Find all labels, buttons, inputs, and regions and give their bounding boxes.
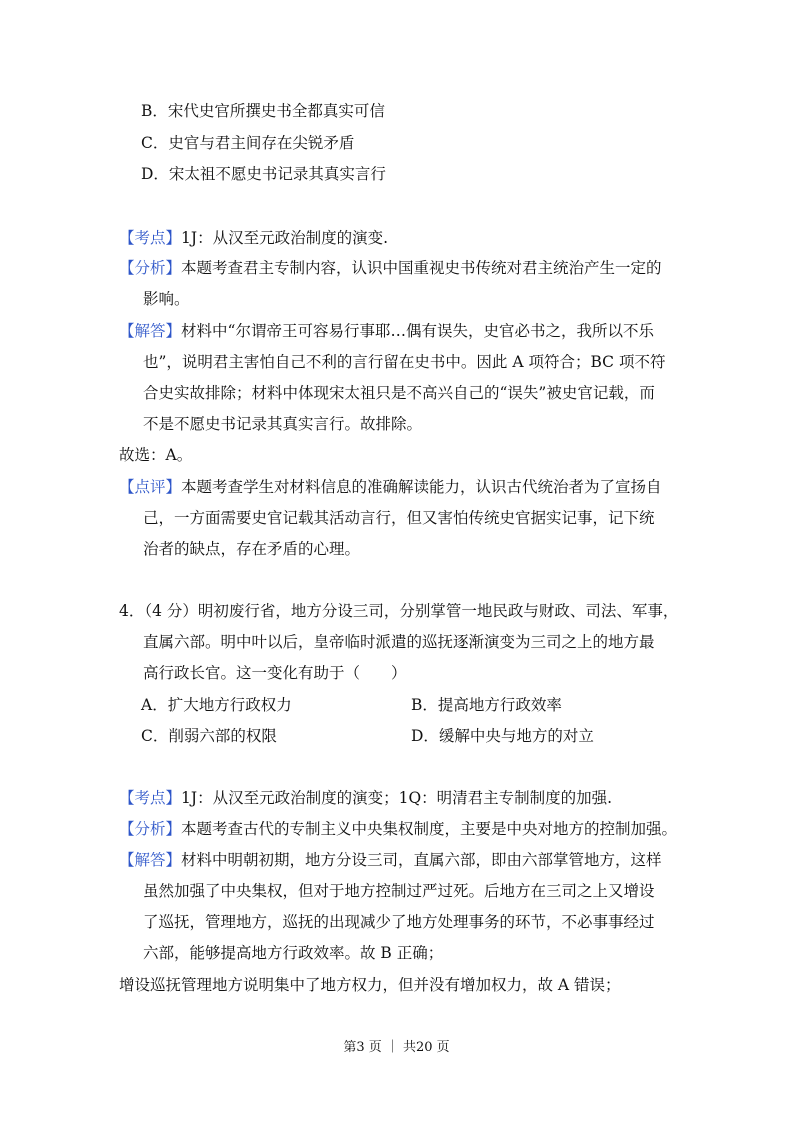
q4-stem-line-2: 直属六部。明中叶以后，皇帝临时派遣的巡抚逐渐演变为三司之上的地方最	[143, 633, 655, 651]
q3-jieda	[119, 321, 654, 341]
q4-fenxi-tag: 【分析】	[119, 820, 182, 838]
q4-option-a: A．扩大地方行政权力	[141, 696, 292, 714]
q4-jieda	[119, 850, 662, 870]
q3-kaodian	[119, 228, 388, 248]
q3-fenxi-tag: 【分析】	[119, 259, 182, 277]
q3-dianping-line-2: 己，一方面需要史官记载其活动言行，但又害怕传统史官据实记事，记下统	[143, 509, 655, 527]
q3-answer: 故选：A。	[119, 446, 193, 464]
q4-jieda-line-1: 材料中明朝初期，地方分设三司，直属六部，即由六部掌管地方，这样	[181, 851, 662, 869]
q4-option-c: C．削弱六部的权限	[141, 727, 277, 745]
q3-option-d: D．宋太祖不愿史书记录其真实言行	[141, 165, 386, 183]
q4-extra-line: 增设巡抚管理地方说明集中了地方权力，但并没有增加权力，故 A 错误；	[119, 976, 621, 994]
q3-option-c: C．史官与君主间存在尖锐矛盾	[141, 134, 355, 152]
q3-jieda-line-1: 材料中“尔谓帝王可容易行事耶…偶有误失，史官必书之，我所以不乐	[181, 322, 654, 340]
q4-fenxi-text: 本题考查古代的专制主义中央集权制度，主要是中央对地方的控制加强。	[181, 820, 678, 838]
q3-fenxi-line-2: 影响。	[143, 290, 190, 308]
q4-kaodian-text: 1J：从汉至元政治制度的演变；1Q：明清君主专制制度的加强.	[181, 789, 613, 807]
page-footer: 第3 页 ｜ 共20 页	[343, 1040, 450, 1055]
q3-kaodian-text: 1J：从汉至元政治制度的演变.	[181, 229, 389, 247]
q4-jieda-tag: 【解答】	[119, 851, 182, 869]
q4-jieda-line-2: 虽然加强了中央集权，但对于地方控制过严过死。后地方在三司之上又增设	[143, 882, 655, 900]
q3-option-b: B．宋代史官所撰史书全都真实可信	[141, 102, 385, 120]
q4-kaodian	[119, 788, 612, 808]
q3-dianping-line-3: 治者的缺点，存在矛盾的心理。	[143, 540, 361, 558]
q3-jieda-tag: 【解答】	[119, 322, 182, 340]
q4-stem-line-1: 4．（4 分）明初废行省，地方分设三司，分别掌管一地民政与财政、司法、军事，	[119, 602, 679, 620]
q3-dianping-line-1: 本题考查学生对材料信息的准确解读能力，认识古代统治者为了宣扬自	[181, 478, 662, 496]
q4-kaodian-tag: 【考点】	[119, 789, 182, 807]
q4-jieda-line-3: 了巡抚，管理地方，巡抚的出现减少了地方处理事务的环节，不必事事经过	[143, 913, 655, 931]
q3-jieda-line-3: 合史实故排除；材料中体现宋太祖只是不高兴自己的“误失”被史官记载，而	[143, 384, 655, 402]
q3-dianping	[119, 477, 662, 497]
q3-kaodian-tag: 【考点】	[119, 229, 182, 247]
q4-option-b: B．提高地方行政效率	[411, 696, 562, 714]
q4-option-d: D．缓解中央与地方的对立	[411, 727, 594, 745]
q4-stem-line-3: 高行政长官。这一变化有助于（ ）	[143, 664, 407, 682]
q3-fenxi	[119, 258, 662, 278]
q3-jieda-line-4: 不是不愿史书记录其真实言行。故排除。	[143, 415, 423, 433]
q3-dianping-tag: 【点评】	[119, 478, 182, 496]
q3-fenxi-line-1: 本题考查君主专制内容，认识中国重视史书传统对君主统治产生一定的	[181, 259, 662, 277]
q3-jieda-line-2: 也”，说明君主害怕自己不利的言行留在史书中。因此 A 项符合；BC 项不符	[143, 353, 666, 371]
q4-fenxi	[119, 819, 677, 839]
q4-jieda-line-4: 六部，能够提高地方行政效率。故 B 正确；	[143, 944, 444, 962]
